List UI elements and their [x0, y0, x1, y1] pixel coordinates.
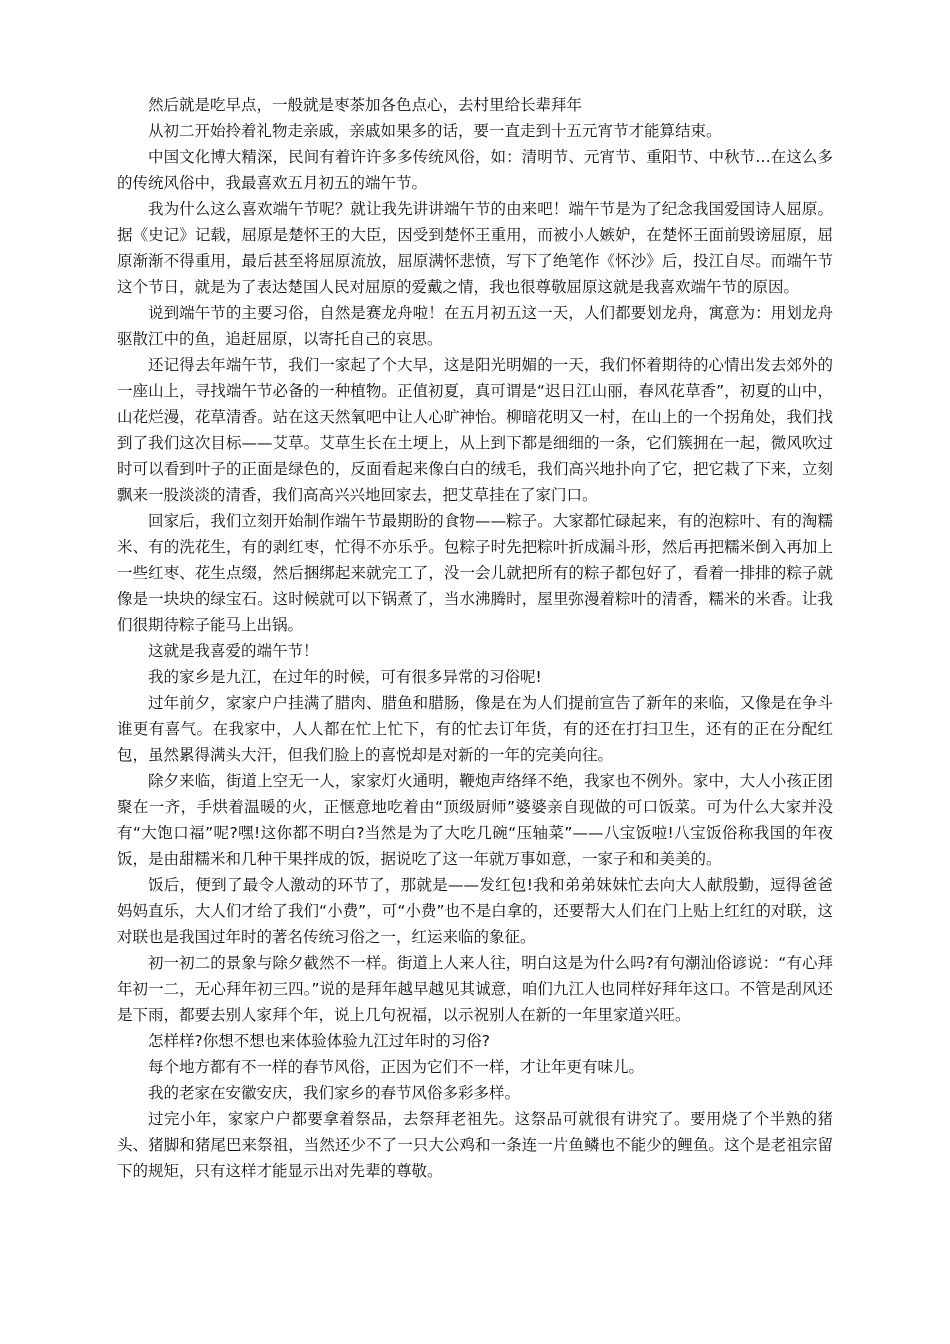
- paragraph: 说到端午节的主要习俗，自然是赛龙舟啦！在五月初五这一天，人们都要划龙舟，寓意为：用划龙舟驱散江中的鱼，追赶屈原，以寄托自己的哀思。: [117, 304, 833, 348]
- paragraph: 我为什么这么喜欢端午节呢？就让我先讲讲端午节的由来吧！端午节是为了纪念我国爱国诗人屈原。据《史记》记载，屈原是楚怀王的大臣，因受到楚怀王重用，而被小人嫉妒，在楚怀王面前毁谤屈原，屈原渐渐不得重用，最后甚至将屈原流放，屈原满怀悲愤，写下了绝笔作《怀沙》后，投江自尽。而端午节这个节日，就是为了表达楚国人民对屈原的爱戴之情，我也很尊敬屈原这就是我喜欢端午节的原因。: [117, 200, 833, 296]
- paragraph: 还记得去年端午节，我们一家起了个大早，这是阳光明媚的一天，我们怀着期待的心情出发去郊外的一座山上，寻找端午节必备的一种植物。正值初夏，真可谓是“迟日江山丽，春风花草香”，初夏的山中，山花烂漫，花草清香。站在这天然氧吧中让人心旷神怡。柳暗花明又一村，在山上的一个拐角处，我们找到了我们这次目标——艾草。艾草生长在土埂上，从上到下都是细细的一条，它们簇拥在一起，微风吹过时可以看到叶子的正面是绿色的，反面看起来像白白的绒毛，我们高兴地扑向了它，把它栽了下来，立刻飘来一股淡淡的清香，我们高高兴兴地回家去，把艾草挂在了家门口。: [117, 356, 833, 504]
- paragraph: 然后就是吃早点，一般就是枣茶加各色点心，去村里给长辈拜年: [148, 96, 583, 114]
- paragraph: 饭后，便到了最令人激动的环节了，那就是——发红包!我和弟弟妹妹忙去向大人献殷勤，逗得爸爸妈妈直乐，大人们才给了我们“小费”，可“小费”也不是白拿的，还要帮大人们在门上贴上红红的对联，这对联也是我国过年时的著名传统习俗之一，红运来临的象征。: [117, 876, 833, 946]
- paragraph: 回家后，我们立刻开始制作端午节最期盼的食物——粽子。大家都忙碌起来，有的泡粽叶、有的淘糯米、有的洗花生，有的剥红枣，忙得不亦乐乎。包粽子时先把粽叶折成漏斗形，然后再把糯米倒入再加上一些红枣、花生点缀，然后捆绑起来就完工了，没一会儿就把所有的粽子都包好了，看着一排排的粽子就像是一块块的绿宝石。这时候就可以下锅煮了，当水沸腾时，屋里弥漫着粽叶的清香，糯米的米香。让我们很期待粽子能马上出锅。: [117, 512, 833, 634]
- paragraph: 初一初二的景象与除夕截然不一样。街道上人来人往，明白这是为什么吗?有句潮汕俗谚说：“有心拜年初一二，无心拜年初三四。”说的是拜年越早越见其诚意，咱们九江人也同样好拜年这口。不管是刮风还是下雨，都要去别人家拜个年，说上几句祝福，以示祝别人在新的一年里家道兴旺。: [117, 954, 833, 1024]
- paragraph: 每个地方都有不一样的春节风俗，正因为它们不一样，才让年更有味儿。: [148, 1058, 645, 1076]
- paragraph: 我的老家在安徽安庆，我们家乡的春节风俗多彩多样。: [148, 1084, 521, 1102]
- paragraph: 过完小年，家家户户都要拿着祭品，去祭拜老祖先。这祭品可就很有讲究了。要用烧了个半熟的猪头、猪脚和猪尾巴来祭祖，当然还少不了一只大公鸡和一条连一片鱼鳞也不能少的鲤鱼。这个是老祖宗留下的规矩，只有这样才能显示出对先辈的尊敬。: [117, 1110, 833, 1180]
- paragraph: 从初二开始拎着礼物走亲戚，亲戚如果多的话，要一直走到十五元宵节才能算结束。: [148, 122, 722, 140]
- paragraph: 我的家乡是九江，在过年的时候，可有很多异常的习俗呢!: [148, 668, 542, 686]
- paragraph: 中国文化博大精深，民间有着许许多多传统风俗，如：清明节、元宵节、重阳节、中秋节…在这么多的传统风俗中，我最喜欢五月初五的端午节。: [117, 148, 833, 192]
- paragraph: 除夕来临，街道上空无一人，家家灯火通明，鞭炮声络绎不绝，我家也不例外。家中，大人小孩正团聚在一齐，手烘着温暖的火，正惬意地吃着由“顶级厨师”婆婆亲自现做的可口饭菜。可为什么大家并没有“大饱口福”呢?嘿!这你都不明白?当然是为了大吃几碗“压轴菜”——八宝饭啦!八宝饭俗称我国的年夜饭，是由甜糯米和几种干果拌成的饭，据说吃了这一年就万事如意，一家子和和美美的。: [117, 772, 833, 868]
- document-body: [117, 92, 833, 1184]
- paragraph: 过年前夕，家家户户挂满了腊肉、腊鱼和腊肠，像是在为人们提前宣告了新年的来临，又像是在争斗谁更有喜气。在我家中，人人都在忙上忙下，有的忙去订年货，有的还在打扫卫生，还有的正在分配红包，虽然累得满头大汗，但我们脸上的喜悦却是对新的一年的完美向往。: [117, 694, 833, 764]
- paragraph: 这就是我喜爱的端午节！: [148, 642, 319, 660]
- paragraph: 怎样样?你想不想也来体验体验九江过年时的习俗?: [148, 1032, 490, 1050]
